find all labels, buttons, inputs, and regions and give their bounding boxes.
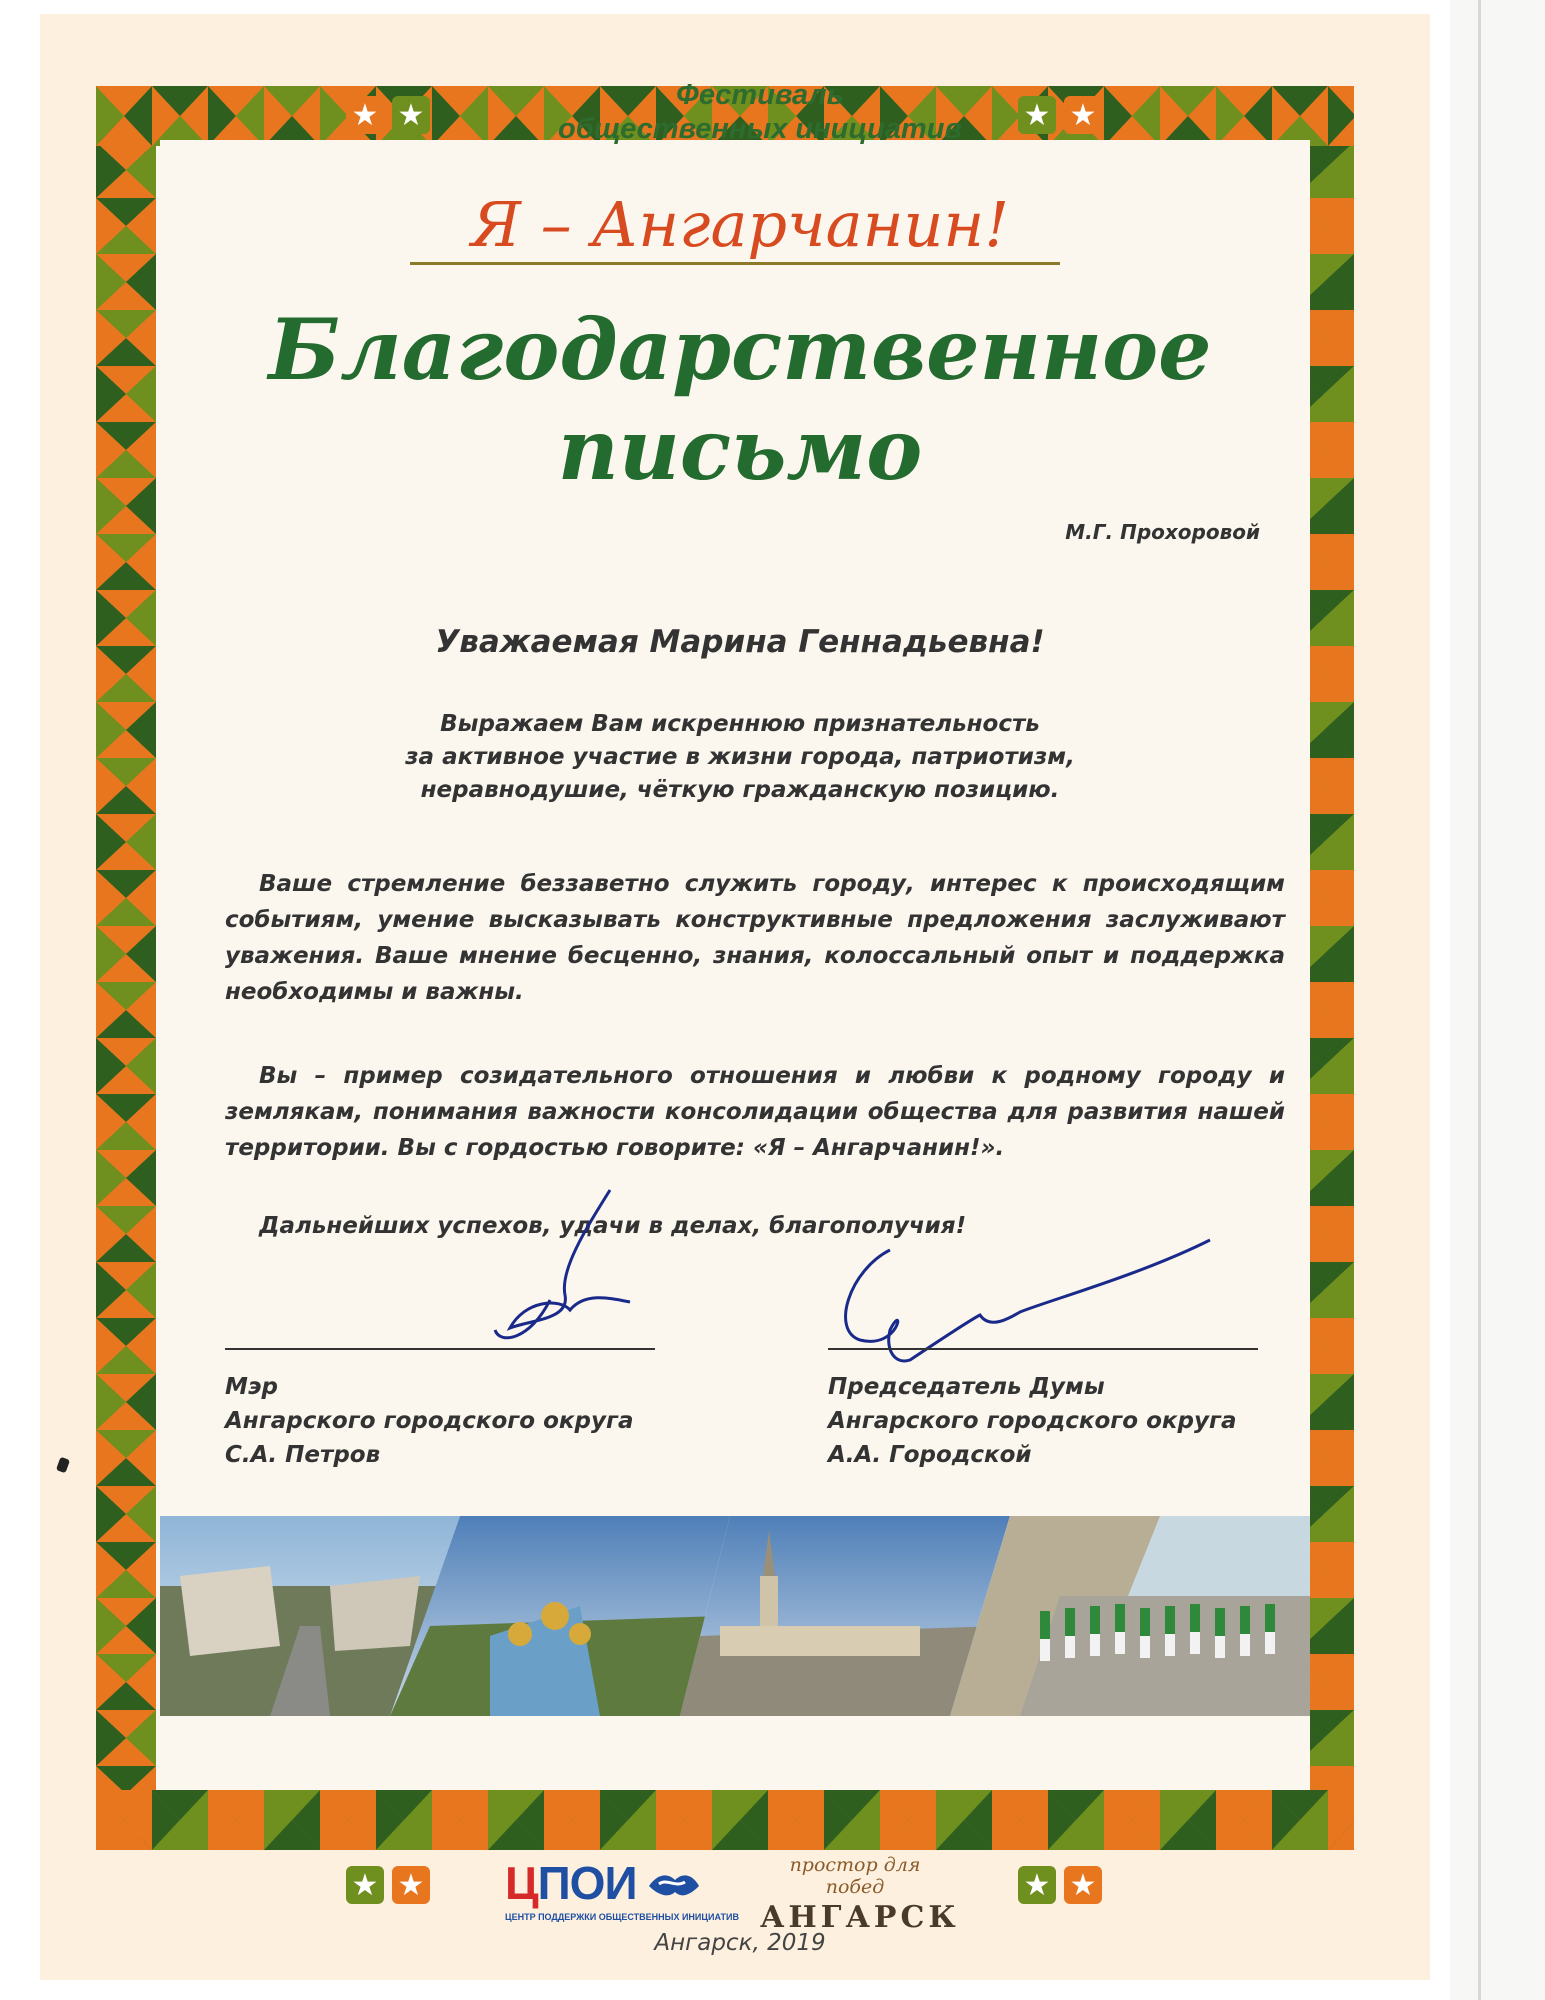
wishes: Дальнейших успехов, удачи в делах, благополучия!: [259, 1213, 967, 1239]
handshake-icon: [645, 1862, 701, 1902]
star-icon: ★: [1064, 1866, 1102, 1904]
signature-line-right: [828, 1348, 1258, 1350]
angarsk-logo: [760, 1854, 960, 1935]
angarsk-slogan: простор для побед: [789, 1854, 921, 1898]
title-line-2: письмо: [557, 400, 923, 499]
cpoi-logo: [505, 1856, 739, 1922]
signer-position: Председатель Думы: [828, 1374, 1105, 1400]
star-icon: ★: [392, 96, 430, 134]
scan-fold-line: [1478, 0, 1481, 2000]
intro-paragraph: [300, 708, 1180, 807]
signature-left: [490, 1180, 640, 1350]
festival-line-1: Фестиваль: [676, 79, 844, 111]
document-title: [200, 300, 1280, 500]
motto: Я – Ангарчанин!: [470, 188, 1010, 261]
signer-left: [225, 1370, 634, 1472]
paragraph-1: Ваше стремление беззаветно служить городу, интерес к происходящим событиям, умение высказывать конструктивные предложения заслуживают уважения. Ваше мнение бесценно, знания, колоссальный опыт и поддержка необходимы и важны.: [225, 871, 1285, 1005]
paragraph-2: Вы – пример созидательного отношения и любви к родному городу и землякам, понимания важности консолидации общества для развития нашей территории. Вы с гордостью говорите: «Я – Ангарчанин!».: [225, 1063, 1285, 1161]
title-line-1: Благодарственное: [268, 300, 1212, 399]
cpoi-caption: ЦЕНТР ПОДДЕРЖКИ ОБЩЕСТВЕННЫХ ИНИЦИАТИВ: [505, 1912, 739, 1922]
festival-line-2: общественных инициатив: [558, 113, 962, 145]
star-icon: ★: [346, 1866, 384, 1904]
city-photo-strip: [160, 1516, 1310, 1716]
signature-line-left: [225, 1348, 655, 1350]
cpoi-letters: ПОИ: [537, 1857, 637, 1909]
intro-line: неравнодушие, чёткую гражданскую позицию.: [420, 777, 1060, 803]
greeting: Уважаемая Марина Геннадьевна!: [435, 624, 1045, 660]
cpoi-wordmark: [505, 1856, 637, 1910]
angarsk-name: АНГАРСК: [760, 1900, 960, 1935]
scan-edge: [1450, 0, 1545, 2000]
star-icon: ★: [1018, 1866, 1056, 1904]
star-icon: ★: [392, 1866, 430, 1904]
motto-underline: [410, 262, 1060, 265]
signer-organization: Ангарского городского округа: [225, 1408, 634, 1434]
signer-name: А.А. Городской: [828, 1442, 1032, 1468]
signer-position: Мэр: [225, 1374, 278, 1400]
star-icon: ★: [1018, 96, 1056, 134]
festival-logo: [440, 78, 1080, 146]
intro-line: Выражаем Вам искреннюю признательность: [440, 711, 1040, 737]
intro-line: за активное участие в жизни города, патриотизм,: [405, 744, 1075, 770]
recipient: М.Г. Прохоровой: [1065, 520, 1260, 544]
star-icon: ★: [346, 96, 384, 134]
signer-right: [828, 1370, 1237, 1472]
place-year: Ангарск, 2019: [654, 1930, 826, 1956]
signer-organization: Ангарского городского округа: [828, 1408, 1237, 1434]
signer-name: С.А. Петров: [225, 1442, 381, 1468]
cpoi-letter-c: Ц: [505, 1857, 538, 1909]
star-icon: ★: [1064, 96, 1102, 134]
